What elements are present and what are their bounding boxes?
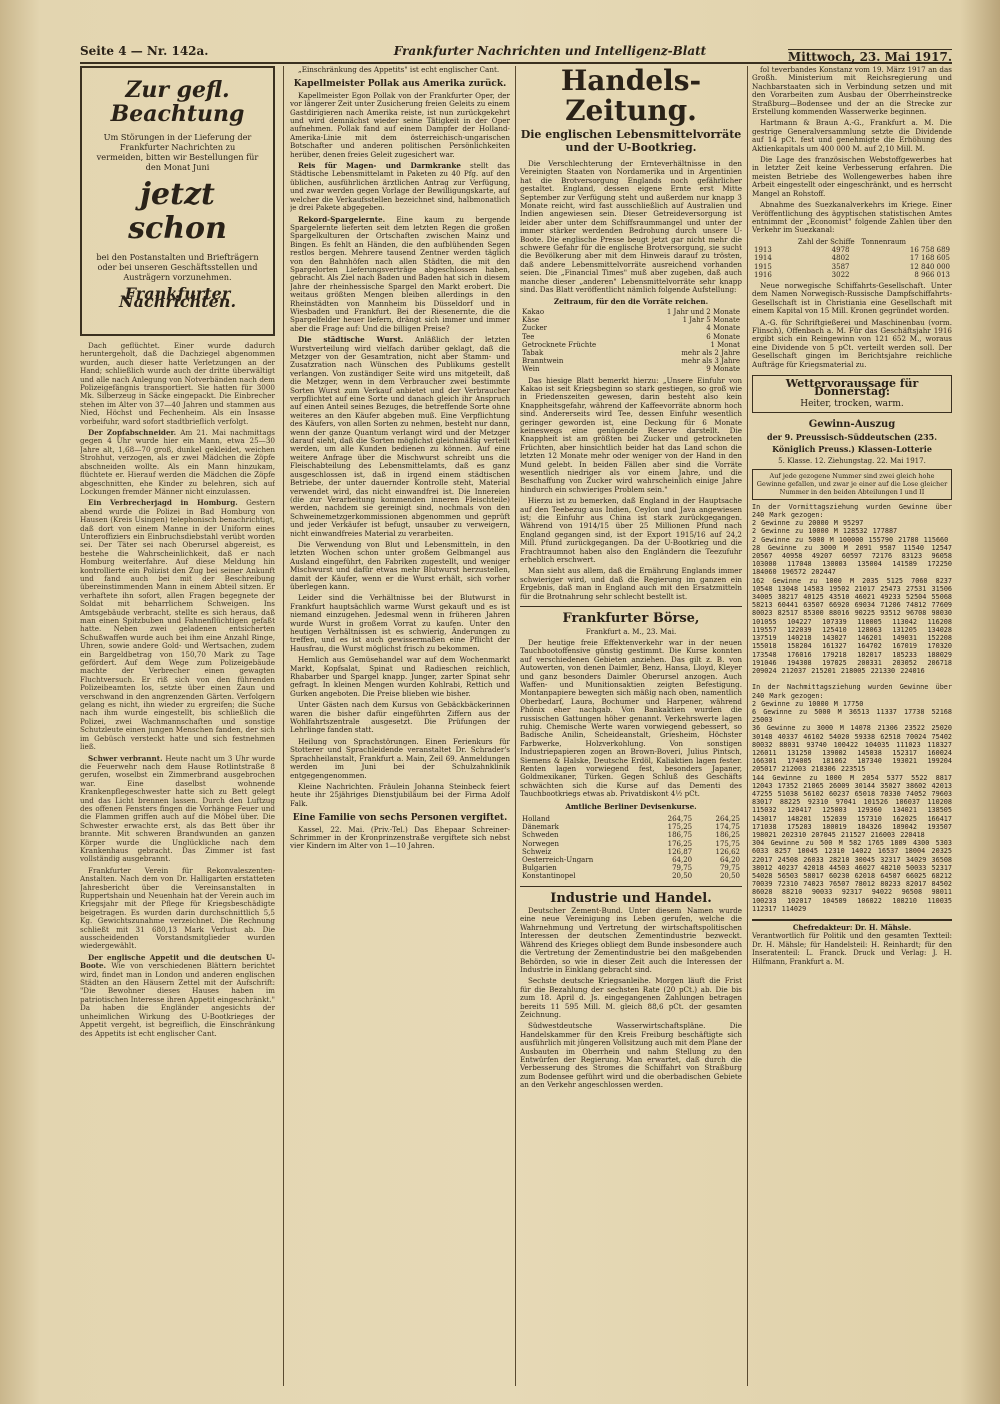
table-cell: 4802	[831, 254, 850, 263]
notice-text: Um Störungen in der Lieferung der Frankfurter Nachrichten zu vermeiden, bitten wir Bestellungen für den Monat Juni	[96, 132, 259, 172]
table-cell: 1913	[754, 246, 772, 255]
table-cell: 175,25	[667, 823, 693, 832]
article-heading: Kapellmeister Pollak aus Amerika zurück.	[293, 79, 507, 90]
column-rule	[515, 66, 516, 1386]
notice-signature: Frankfurter Nachrichten.	[118, 284, 237, 312]
page-number: Seite 4 — Nr. 142a.	[80, 44, 209, 58]
table-row	[520, 856, 742, 864]
article-text: Dach geflüchtet. Einer wurde dadurch heruntergeholt, daß die Dachziegel abgenommen wurden, auch dieser hatte Verletzungen an der Hand; schließlich wurde auch der dritte überwältigt und alle nach Anlegung von Notverbänden nach dem Polizeigefängnis transportiert. Sie hatten für 3000 Mk. Silberzeug in Säcke eingepackt. Die Einbrecher stehen im Alter von 37—40 Jahren und stammen aus Nied, Höchst und Fechenheim. Als ein Insasse vorbeifuhr, ward sofort stadtbrieflich verfolgt. Der Zopfabschneider. Am 21. Mai nachmittags gegen 4 Uhr wurde hier ein Mann, etwa 25—30 Jahre alt, 1,68—70 groß, dunkel gekleidet, weichen Strohhut, verzogen, als er zwei Mädchen die Zöpfe abschneiden wollte. Als ein Mann hinzukam, flüchtete er. Hierauf werden die Mädchen die Zöpfe abgeschnitten, ehe Kinder zu belehren, sich auf Lockungen fremder Männer nicht einzulassen. Ein Verbrecherjagd in Homburg. Gestern abend wurde die Polizei in Bad Homburg von Hausen (Kreis Usingen) telephonisch benachrichtigt, daß dort von einem Manne in der Uniform eines Unteroffiziers ein Einbruchsdiebstahl verübt worden sei. Der Täter sei nach Oberursel abgereist, es bestehe die Wahrscheinlichkeit, daß er nach Homburg weiterfahre. Auf diese Meldung hin kontrollierte ein Polizist den Zug bei seiner Ankunft und fand auch bei mit der Beschreibung übereinstimmenden Mann in einem Abteil sitzen. Er verhaftete ihn sofort, allen Fragen begegnete der Soldat mit beharrlichem Schweigen. Ins Amtsgebäude verbracht, stellte es sich heraus, daß man einen Spitzbuben und Fahnenflüchtigen gefaßt hatte. Neben zwei geladenen entsicherten Schußwaffen wurde auch bei ihm eine Anzahl Ringe, Uhren, sowie andere Gold- und Wertsachen, zudem ein Bargeldbetrag von 150,70 Mark zu Tage gefördert. Auf dem Wege zum Polizeigebäude machte der Verbrecher einen gewagten Fluchtversuch. Er riß sich von den führenden Polizeibeamten los, setzte über einen Zaun und verschwand in den angrenzenden Gärten. Verfolgern gelang es nicht, ihn wieder zu ergreifen; die Suche nach ihm wurde eingestellt, bis schließlich die Polizei, zwei Wachmannschaften und sonstige Schutzleute einen jungen Menschen fanden, der sich im Gebüsch versteckt hatte und sich festnehmen ließ. Schwer verbrannt. Heute nacht um 3 Uhr wurde die Feuerwehr nach dem Hause Rotlintstraße 8 gerufen, woselbst ein Zimmerbrand ausgebrochen war. Eine daselbst wohnende Krankenpflegeschwester hatte sich zu Bett gelegt und das Licht brennen lassen. Durch den Luftzug des offenen Fensters fingen die Vorhänge Feuer und die Flammen griffen auch auf die Möbel über. Die Schwester erwachte erst, als das Bett über ihr brannte. Mit schweren Brandwunden an ganzen Körper wurde die Unglückliche nach dem Krankenhaus gebracht. Das Zimmer ist fast vollständig ausgebrannt. Frankfurter Verein für Rekonvaleszenten-Anstalten. Nach dem von Dr. Halligarten erstatteten Jahresbericht über die Vereinsanstalten in Ruppertshain und Neuenhain hat der Verein auch im Kriegsjahr mit der Pflege für Kriegsbeschädigte beigetragen. Es wurden darin durchschnittlich 5,5 Kg. Gewichtszunahme verzeichnet. Die Rechnung schließt mit 31 680,13 Mark Verlust ab. Die ausscheidenden Vorstandsmitglieder wurden wiedergewählt. Der englische Appetit und die deutschen U-Boote. Wie von verschiedenen Blättern berichtet wird, findet man in London und anderen englischen Städten an den Häusern Zettel mit der Aufschrift: "Die Bewohner dieses Hauses haben im patriotischen Interesse ihren Appetit eingeschränkt." Da haben die Engländer angesichts der unheimlichen Wirkung des U-Bootkrieges der Appetit vergeht, ist begreiflich, die Einschränkung des Appetits ist echt englischer Cant.	[80, 341, 275, 1038]
table-row	[520, 349, 742, 357]
table-caption: Zeitraum, für den die Vorräte reichen.	[553, 296, 709, 306]
table-cell: Getrocknete Früchte	[522, 340, 597, 349]
table-cell: 1916	[754, 270, 772, 279]
table-cell: 64,20	[719, 856, 740, 865]
table-cell: Dänemark	[522, 823, 559, 832]
page-header	[80, 42, 952, 64]
table-row	[752, 263, 952, 271]
table-caption: Zahl der Schiffe Tonnenraum	[797, 237, 907, 246]
table-cell: Wein	[522, 365, 540, 374]
editor-line: Chefredakteur: Dr. H. Mähsle.	[792, 923, 912, 932]
lottery-meta: 5. Klasse. 12. Ziehungstag. 22. Mai 1917.	[778, 457, 926, 466]
section-title: Handels-Zeitung.	[560, 66, 702, 127]
table-cell: 1915	[754, 262, 772, 271]
table-cell: 1 Jahr 5 Monate	[682, 316, 740, 325]
table-row	[520, 840, 742, 848]
table-cell: Branntwein	[522, 357, 564, 366]
table-cell: 12 840 000	[909, 262, 950, 271]
column-4: fol teverbandes Konstanz vom 19. März 1917 an das Großh. Ministerium mit Reichsregierung und Nachbarstaaten sich in Verbindung setzen und mit den Vorarbeiten zum Ausbau der Oberrheinstrecke Straßburg—Bodensee und der an die Strecke zur Erstellung kommenden Wasserwerke beginnen. Hartmann & Braun A.-G., Frankfurt a. M. Die gestrige Generalversammlung setzte die Dividende auf 14 pCt. fest und genehmigte die Erhöhung des Aktienkapitals um 400 000 M. auf 2,10 Mill. M. Die Lage des französischen Webstoffgewerbes hat in letzter Zeit keine Verbesserung erfahren. Die meisten Betriebe des Wollengewerbes haben ihre Arbeit eingestellt oder eingeschränkt, und es herrscht Mangel an Rohstoff. Abnahme des Suezkanalverkehrs im Kriege. Einer Veröffentlichung des ägyptischen statistischen Amtes entnimmt der „Economist" folgende Zahlen über den Verkehr im Suezkanal: Zahl der Schiffe Tonnenraum 1913 4978 16 758 689 1914 4802 17 168 605 1915 3587 12 840 000 1916 3022 8 966 013 Neue norwegische Schiffahrts-Gesellschaft. Unter dem Namen Norwegisch-Russische Dampfschiffahrts-Gesellschaft ist in Christiania eine Gesellschaft mit einem Kapital von 15 Mill. Kronen gegründet worden. A.-G. für Schriftgießerei und Maschinenbau (vorm. Flinsch), Offenbach a. M. Für das Geschäftsjahr 1916 ergibt sich ein Reingewinn von 121 652 M., woraus eine Dividende von 5 pCt. verteilt werden soll. Der Gesellschaft gingen im Berichtsjahre reichliche Aufträge für Kriegsmaterial zu. Wettervoraussage für Donnerstag: Heiter, trocken, warm. Gewinn-Auszug der 9. Preussisch-Süddeutschen (235. Königlich Preuss.) Klassen-Lotterie 5. Klasse. 12. Ziehungstag. 22. Mai 1917. Auf jede gezogene Nummer sind zwei gleich hohe Gewinne gefallen, und zwar je einer auf die Lose gleicher Nummer in den beiden Abteilungen I und II In der Vormittagsziehung wurden Gewinne über 240 Mark gezogen: 2 Gewinne zu 20000 M 95297 2 Gewinne zu 10000 M 128532 177887 2 Gewinne zu 5000 M 100000 155790 21780 115660 28 Gewinne zu 3000 M 2091 9587 11540 12547 20567 40958 49207 60597 72176 83123 96058 103000 117048 130003 135004 141589 172250 184060 196572 202447 162 Gewinne zu 1000 M 2035 5125 7060 8237 10548 13048 14583 19502 21017 25473 27531 31506 34005 38217 40125 43510 46021 49233 52504 55068 58213 60441 63507 66920 69034 71206 74812 77609 80023 82517 85300 88016 90225 93512 96708 98030 101055 104227 107339 110005 113042 116208 119557 122039 125410 128063 131205 134028 137519 140218 143027 146201 149031 152208 155018 158204 161327 164702 167019 170320 173548 176016 179218 182017 185233 188029 191046 194308 197025 200331 203052 206718 209024 212037 215201 218005 221330 224016 In der Nachmittagsziehung wurden Gewinne über 240 Mark gezogen: 2 Gewinne zu 10000 M 17750 6 Gewinne zu 5000 M 36513 11337 17738 52168 25003 36 Gewinne zu 3000 M 14078 21306 23522 25020 30148 40337 46102 54020 59338 62518 70024 75402 80032 88031 93740 100422 104035 111023 118327 126011 131250 139002 145038 152317 160024 166301 174005 181062 187340 193021 199204 205017 212003 218306 223515 144 Gewinne zu 1000 M 2054 5377 5522 8817 12043 17352 21065 26009 30144 35027 38602 42013 47255 51038 56102 60237 65018 70330 74052 79603 83017 88225 92310 97041 101526 106037 110208 115032 120417 125003 129360 134021 138505 143017 148201 152039 157310 162025 166417 171038 175203 180019 184326 189042 193507 198021 202310 207045 211527 216003 220418 304 Gewinne zu 500 M 582 1765 1809 4300 5303 6033 8257 10045 12310 14022 16537 18004 20325 22017 24508 26033 28210 30045 32317 34029 36508 38012 40237 42018 44503 46027 48210 50033 52317 54028 56503 58017 60230 62018 64507 66025 68212 70039 72310 74023 76507 78012 80233 82017 84502 86028 88210 90033 92317 94022 96508 98011 100233 102017 104509 106022 108210 110035 112317 114029 Chefredakteur: Dr. H. Mähsle. Verantwortlich für Politik und den gesamten Textteil: Dr. H. Mähsle; für Handelsteil: H. Reinhardt; für den Inseratenteil: L. Franck. Druck und Verlag: J. H. Hilfmann, Frankfurt a. M.	[752, 66, 952, 966]
table-row	[520, 316, 742, 324]
weather-text: Heiter, trocken, warm.	[800, 398, 904, 409]
article-heading: Reis für Magen- und Darmkranke	[298, 161, 461, 171]
table-cell: Oesterreich-Ungarn	[522, 856, 594, 865]
table-cell: Tabak	[522, 348, 544, 357]
article-heading: Die englischen Lebensmittelvorräte und der U-Bootkrieg.	[520, 128, 742, 154]
table-row	[520, 831, 742, 839]
issue-date: Mittwoch, 23. Mai 1917.	[787, 50, 952, 64]
table-cell: 4 Monate	[706, 324, 740, 333]
table-cell: Käse	[522, 316, 540, 325]
table-row	[520, 333, 742, 341]
table-cell: Schweden	[522, 831, 559, 840]
table-cell: 126,62	[715, 847, 740, 856]
table-cell: 1 Monat	[710, 340, 740, 349]
subscription-notice	[80, 66, 275, 336]
lottery-title: Gewinn-Auszug	[808, 419, 896, 431]
article-heading: Die städtische Wurst.	[298, 335, 404, 345]
article-heading: Rekord-Spargelernte.	[298, 214, 386, 224]
table-cell: 264,75	[667, 815, 693, 824]
table-cell: 17 168 605	[909, 254, 950, 263]
table-row	[520, 357, 742, 365]
table-cell: Norwegen	[522, 839, 559, 848]
article-heading: Der Zopfabschneider.	[88, 428, 177, 438]
table-cell: 64,20	[672, 856, 693, 865]
table-caption: Amtliche Berliner Devisenkurse.	[565, 801, 697, 811]
table-row	[520, 324, 742, 332]
stocks-table	[520, 308, 742, 374]
table-cell: 175,75	[715, 839, 740, 848]
weather-title: Wettervoraussage für Donnerstag:	[785, 377, 919, 399]
table-row	[520, 365, 742, 373]
section-title: Industrie und Handel.	[550, 890, 712, 906]
article-heading: Schwer verbrannt.	[88, 753, 163, 763]
table-cell: Tee	[522, 332, 535, 341]
table-cell: mehr als 3 Jahre	[681, 357, 740, 366]
table-row	[520, 864, 742, 872]
table-cell: 20,50	[672, 872, 693, 881]
column-1	[80, 66, 275, 1386]
table-cell: 16 758 689	[909, 246, 950, 255]
column-2: „Einschränkung des Appetits" ist echt englischer Cant. Kapellmeister Pollak aus Amerika zurück. Kapellmeister Egon Pollak von der Frankfurter Oper, der vor längerer Zeit unter Zusicherung freien Geleits zu einem Gastdirigieren nach Amerika reiste, ist nun zurückgekehrt und wird demnächst wieder seine Tätigkeit in der Oper aufnehmen. Pollak fand auf einem Dampfer der Holland-Amerika-Linie mit dem österreichisch-ungarischen Botschafter und anderen politischen Persönlichkeiten herüber, denen freies Geleit zugesichert war. Reis für Magen- und Darmkranke stellt das Städtische Lebensmittelamt in Paketen zu 40 Pfg. auf den üblichen, ausführlichen ärztlichen Antrag zur Verfügung, und zwar werden gegen Vorlage der Bewilligungskarte, auf welcher die Verkaufsstellen bezeichnet sind, halbmonatlich je drei Pakete abgegeben. Rekord-Spargelernte. Eine kaum zu bergende Spargelernte lieferten seit dem letzten Regen die großen Spargelkulturen der Ortschaften zwischen Mainz und Bingen. Es fehlt an Händen, die den aufblühenden Segen restlos bergen. Mehrere tausend Zentner werden täglich von den Bahnhöfen nach allen Städten, die mit den Spargelorten Lieferungsverträge abgeschlossen haben, gebracht. Als Ziel nach Baden und Baden hat sich in diesem Jahre der rheinhessische Spargel den Markt erobert. Die weitaus größten Mengen bleiben allerdings in den Rheinstädten von Mannheim bis Düsseldorf und in Wiesbaden und Frankfurt. Bei der Riesenernte, die die Spargelfelder heuer liefern, drängt sich immer und immer aber die Frage auf: Und die billigen Preise? Die städtische Wurst. Anläßlich der letzten Wurstverteilung wird vielfach darüber geklagt, daß die Metzger von der Gesamtration, nicht aber Stamm- und Zusatzration nach Wünschen des Publikums gestellt verlangen. Von zuständiger Seite wird uns mitgeteilt, daß die Metzger, wenn in dem Verbraucher zwei bestimmte Sorten Wurst zum Verkauf anbietet und der Verbraucher verpflichtet auf eine Sorte und danach gleich ihr Anspruch auf einen Anteil seines Bezuges, die betreffende Sorte ohne weiteres an den Käufer abgeben muß. Eine Verpflichtung des Käufers, von allen Sorten zu nehmen, besteht nur dann, wenn der ganze Quantum verlangt wird und der Metzger darauf sieht, daß die Sorten möglichst gleichmäßig verteilt werden, um alle Kunden bedienen zu können. Auf eine weitere Anfrage über die Mischwurst schreibt uns die Fleischabteilung des Lebensmittelamts, daß es ganz ausgeschlossen ist, daß in irgend einem städtischen Betriebe, der unter dauernder Kontrolle steht, Material verwendet wird, das nicht einwandfrei ist. Die Innereien (die zur Verarbeitung kommenden inneren Fleischteile) werden, nachdem sie gereinigt sind, nochmals von den Schweinemetzgerkommissionen abgenommen und geprüft und jeder Verkäufer ist befugt, unsauber zu verweigern, nicht einwandfreies Material zu verarbeiten. Die Verwendung von Blut und Lebensmitteln, in den letzten Wochen schon unter großem Gelbmangel aus Ausland eingeführt, den Fabriken zugestellt, und weniger Mischwurst und dafür etwas mehr Blutwurst herzustellen, damit der Käufer, wenn er die Wurst erhält, sich vorher überlegen kann. Leider sind die Verhältnisse bei der Blutwurst in Frankfurt hauptsächlich warme Wurst gekauft und es ist niemand einzugehen. Jedesmal wenn in früheren Jahren wurde Wurst in großem Vorrat zu kaufen. Unter den heutigen Verhältnissen ist es schwierig, Änderungen zu treffen, und es ist auch gewissermaßen eine Pflicht der Hausfrau, die Wurst möglichst frisch zu bekommen. Hemlich aus Gemüsehandel war auf dem Wochenmarkt Markt, Kopfsalat, Spinat und Radieschen reichlich, Rhabarber und Spargel knapp. Junger, zarter Spinat sehr gefragt. In kleinen Mengen wurden Kohlrabi, Rettich und Gurken angeboten. Die Preise blieben wie bisher. Unter Gästen nach dem Kursus von Gebäckbäckerinnen waren die bisher dafür eingeführten Ziffern aus der Wohlfahrtszentrale ausgesetzt. Die Prüfungen der Lehrlinge fanden statt. Heilung von Sprachstörungen. Einen Ferienkurs für Stotterer und Sprachleidende veranstaltet Dr. Schrader's Sprachheilanstalt, Frankfurt a. Main, Zeil 69. Anmeldungen werden im Juni bei der Schulzahnklinik entgegengenommen. Kleine Nachrichten. Fräulein Johanna Steinbeck feiert heute ihr 25jähriges Dienstjubiläum bei der Firma Adolf Falk. Eine Familie von sechs Personen vergiftet. Kassel, 22. Mai. (Priv.-Tel.) Das Ehepaar Schreiner-Schrimmer in der Kronprinzenstraße vergiftete sich nebst vier Kindern im Alter von 1—10 Jahren.	[290, 66, 510, 851]
table-cell: Kakao	[522, 307, 545, 316]
table-cell: Schweiz	[522, 847, 552, 856]
column-rule	[283, 66, 284, 1386]
table-cell: 1914	[754, 254, 772, 263]
column-3: Handels-Zeitung. Die englischen Lebensmittelvorräte und der U-Bootkrieg. Die Verschlechterung der Ernteverhältnisse in den Vereinigten Staaten von Nordamerika und in Argentinien hat die Brotversorgung Englands noch gefährlicher gestaltet. England, dessen eigene Ernte erst Mitte September zur Verfügung steht und außerdem nur knapp 3 Monate reicht, wird fast ausschließlich auf Australien und Indien angewiesen sein. Dieser Getreideversorgung ist leider aber unter dem Schiffsraummangel und unter der immer stärker werdenden Bedrohung durch unsere U-Boote. Die englische Presse beugt jetzt gar nicht mehr die schwere Gefahr für die englische Brotversorgung, sie sucht die Bevölkerung aber mit dem Hinweis darauf zu trösten, daß andere Lebensmittelvorräte ausreichend vorhanden seien. Die „Financial Times" muß aber zugeben, daß auch manche dieser „anderen" Lebensmittelvorräte sehr knapp sind. Das Blatt veröffentlicht nämlich folgende Aufstellung: Zeitraum, für den die Vorräte reichen. Kakao 1 Jahr und 2 Monate Käse 1 Jahr 5 Monate Zucker 4 Monate Tee 6 Monate Getrocknete Früchte 1 Monat Tabak mehr als 2 Jahre Branntwein mehr als 3 Jahre Wein 9 Monate Das hiesige Blatt bemerkt hierzu: „Unsere Einfuhr von Kakao ist seit Kriegsbeginn so stark gestiegen, so groß wie in Friedenszeiten gewesen, darin besteht also kein Knappheitsgefahr, während der Kaffeevorräte abnorm hoch sind. Andererseits wird Tee, dessen Einfuhr wesentlich geringer geworden ist, eine Deckung für 6 Monate keineswegs eine genügende Reserve darstellt. Die Knappheit ist am größten bei Zucker und getrockneten Früchten, aber hinsichtlich beider hat das Land schon die letzten 12 Monate mehr oder weniger von der Hand in den Mund gelebt. In beiden Fällen aber sind die Vorräte wesentlich niedriger als vor einem Jahre, und die Beschaffung von Zucker wird wahrscheinlich einige Jahre hindurch ein schwieriges Problem sein." Hierzu ist zu bemerken, daß England in der Hauptsache auf den Teebezug aus Indien, Ceylon und Java angewiesen ist; die Einfuhr aus China ist stark zurückgegangen. Während von 1914/15 über 25 Millionen Pfund nach England gegangen sind, ist der Export 1915/16 auf 24,2 Mill. Pfund zurückgegangen. Da der U-Bootkrieg und die Frachtraumnot haben also den Engländern die Teezufuhr erheblich erschwert. Man sieht aus allem, daß die Ernährung Englands immer schwieriger wird, und daß die Regierung im ganzen ein Ergebnis, daß man in England auch mit den Ersatzmitteln für die Brotnahrung sehr schlecht bestellt ist. Frankfurter Börse, Frankfurt a. M., 23. Mai. Der heutige freie Effektenverkehr war in der neuen Tauchbootoffensive günstig gestimmt. Die Kurse konnten auf verschiedenen Gebieten anziehen. Das gilt z. B. von Autowerten, von denen Daimler, Benz, Hansa, Lloyd, Kleyer und ganz besonders Daimler Oberursel anzogen. Auch Waffen- und Munitionsaktien zeigten Befestigung. Montanpapiere bewegten sich mäßig nach oben, namentlich Oberbedarf, Laura, Bochumer und Harpener, während Phönix eher nachgab. Von Bankaktien wurden die russischen Gattungen höher genannt. Verkehrswerte lagen ruhig. Chemische Werte waren vorwiegend gebessert, so Badische Anilin, Scheideanstalt, Griesheim, Höchster Farbwerke, Holzverkohlung. Von sonstigen Industriepapieren zogen an Brown-Boveri, Julius Pintsch, Siemens & Halske, Deutsche Erdöl, Kaliaktien lagen fester. Renten lagen vorwiegend fest, besonders Japaner, Goldmexikaner, Türken. Gegen Schluß des Geschäfts schwächten sich die Kurse auf das Dementi des Tauchbootkriegs etwas ab. Privatdiskont 4½ pCt. Amtliche Berliner Devisenkurse. Holland 264,75 264,25 Dänemark 175,25 174,75 Schweden 186,75 186,25 Norwegen 176,25 175,75 Schweiz 126,87 126,62 Oesterreich-Ungarn 64,20 64,20 Bulgarien 79,75 79,75 Konstantinopel 20,50 20,50 Industrie und Handel. Deutscher Zement-Bund. Unter diesem Namen wurde eine neue Vereinigung ins Leben gerufen, welche die Wahrnehmung und Vertretung der wirtschaftspolitischen Interessen der deutschen Zementindustrie bezweckt. Während des Krieges obliegt dem Bunde insbesondere auch die Vertretung der Zementindustrie bei den maßgebenden Behörden, so wie in dieser Zeit auch die Interessen der Industrie in Einklang gebracht sind. Sechste deutsche Kriegsanleihe. Morgen läuft die Frist für die Bezahlung der sechsten Rate (20 pCt.) ab. Die bis zum 18. April d. Js. eingegangenen Zahlungen betragen bereits 11 595 Mill. M. gleich 88,6 pCt. der gesamten Zeichnung. Südwestdeutsche Wasserwirtschaftspläne. Die Handelskammer für den Kreis Freiburg beschäftigte sich ausführlich mit jüngeren Vollsitzung auch mit dem Plane der Ausbauten im Oberrhein und nahm Stellung zu den Entwürfen der Regierung. Man erwartet, daß durch die Verbesserung des Stromes die Schiffahrt von Straßburg zum Bodensee geführt wird und die oberbadischen Gebiete an den Verkehr angeschlossen werden.	[520, 66, 742, 1090]
suez-table	[752, 246, 952, 279]
table-cell: 20,50	[719, 872, 740, 881]
table-row	[520, 872, 742, 880]
table-cell: 9 Monate	[706, 365, 740, 374]
table-row	[520, 341, 742, 349]
notice-text-2: bei den Postanstalten und Briefträgern oder bei unseren Geschäftsstellen und Austrägern vorzunehmen.	[96, 252, 259, 282]
table-cell: 174,75	[715, 823, 740, 832]
table-row	[752, 246, 952, 254]
table-cell: 186,25	[715, 831, 740, 840]
table-row	[752, 271, 952, 279]
table-row	[520, 815, 742, 823]
table-cell: mehr als 2 Jahre	[681, 348, 740, 357]
masthead: Frankfurter Nachrichten und Intelligenz-Blatt	[393, 44, 707, 58]
table-cell: Zucker	[522, 324, 548, 333]
table-cell: 79,75	[719, 864, 740, 873]
article-heading: Eine Familie von sechs Personen vergiftet.	[292, 813, 508, 824]
table-cell: 3587	[831, 262, 850, 271]
table-cell: 3022	[831, 270, 850, 279]
table-cell: 6 Monate	[706, 332, 740, 341]
table-cell: 176,25	[667, 839, 693, 848]
article-heading: Der englische Appetit und die deutschen U-Boote.	[80, 952, 275, 971]
dateline: Frankfurt a. M., 23. Mai.	[585, 626, 677, 636]
table-cell: 126,87	[667, 847, 693, 856]
imprint: Chefredakteur: Dr. H. Mähsle. Verantwortlich für Politik und den gesamten Textteil: Dr. H. Mähsle; für Handelsteil: H. Reinhardt; für den Inseratenteil: L. Franck. Druck und Verlag: J. H. Hilfmann, Frankfurt a. M.	[752, 919, 952, 966]
lottery-subtitle: der 9. Preussisch-Süddeutschen (235. Königlich Preuss.) Klassen-Lotterie	[766, 432, 938, 455]
table-cell: 4978	[831, 246, 850, 255]
table-cell: 79,75	[672, 864, 693, 873]
table-cell: 186,75	[667, 831, 693, 840]
section-title: Frankfurter Börse,	[562, 611, 700, 627]
table-cell: 8 966 013	[914, 270, 950, 279]
table-row	[752, 254, 952, 262]
article-heading: Ein Verbrecherjagd in Homburg.	[88, 498, 238, 508]
table-row	[520, 823, 742, 831]
notice-emphasis: jetzt schon	[128, 177, 227, 246]
table-cell: 264,25	[715, 815, 740, 824]
exchange-rates-table	[520, 815, 742, 881]
notice-title: Zur gefl. Beachtung	[110, 77, 245, 127]
weather-forecast	[752, 375, 952, 413]
table-row	[520, 308, 742, 316]
lottery-note: Auf jede gezogene Nummer sind zwei gleich hohe Gewinne gefallen, und zwar je einer auf die Lose gleicher Nummer in den beiden Abteilungen I und II	[752, 469, 952, 500]
column-rule	[747, 66, 748, 1386]
table-cell: Bulgarien	[522, 864, 557, 873]
table-cell: Holland	[522, 815, 550, 824]
table-cell: Konstantinopel	[522, 872, 576, 881]
lottery-numbers: In der Vormittagsziehung wurden Gewinne über 240 Mark gezogen: 2 Gewinne zu 20000 M 95297 2 Gewinne zu 10000 M 128532 177887 2 Gewinne zu 5000 M 100000 155790 21780 115660 28 Gewinne zu 3000 M 2091 9587 11540 12547 20567 40958 49207 60597 72176 83123 96058 103000 117048 130003 135004 141589 172250 184060 196572 202447 162 Gewinne zu 1000 M 2035 5125 7060 8237 10548 13048 14583 19502 21017 25473 27531 31506 34005 38217 40125 43510 46021 49233 52504 55068 58213 60441 63507 66920 69034 71206 74812 77609 80023 82517 85300 88016 90225 93512 96708 98030 101055 104227 107339 110005 113042 116208 119557 122039 125410 128063 131205 134028 137519 140218 143027 146201 149031 152208 155018 158204 161327 164702 167019 170320 173548 176016 179218 182017 185233 188029 191046 194308 197025 200331 203052 206718 209024 212037 215201 218005 221330 224016 In der Nachmittagsziehung wurden Gewinne über 240 Mark gezogen: 2 Gewinne zu 10000 M 17750 6 Gewinne zu 5000 M 36513 11337 17738 52168 25003 36 Gewinne zu 3000 M 14078 21306 23522 25020 30148 40337 46102 54020 59338 62518 70024 75402 80032 88031 93740 100422 104035 111023 118327 126011 131250 139002 145038 152317 160024 166301 174005 181062 187340 193021 199204 205017 212003 218306 223515 144 Gewinne zu 1000 M 2054 5377 5522 8817 12043 17352 21065 26009 30144 35027 38602 42013 47255 51038 56102 60237 65018 70330 74052 79603 83017 88225 92310 97041 101526 106037 110208 115032 120417 125003 129360 134021 138505 143017 148201 152039 157310 162025 166417 171038 175203 180019 184326 189042 193507 198021 202310 207045 211527 216003 220418 304 Gewinne zu 500 M 582 1765 1809 4300 5303 6033 8257 10045 12310 14022 16537 18004 20325 22017 24508 26033 28210 30045 32317 34029 36508 38012 40237 42018 44503 46027 48210 50033 52317 54028 56503 58017 60230 62018 64507 66025 68212 70039 72310 74023 76507 78012 80233 82017 84502 86028 88210 90033 92317 94022 96508 98011 100233 102017 104509 106022 108210 110035 112317 114029	[752, 502, 952, 913]
table-row	[520, 848, 742, 856]
table-cell: 1 Jahr und 2 Monate	[666, 307, 740, 316]
